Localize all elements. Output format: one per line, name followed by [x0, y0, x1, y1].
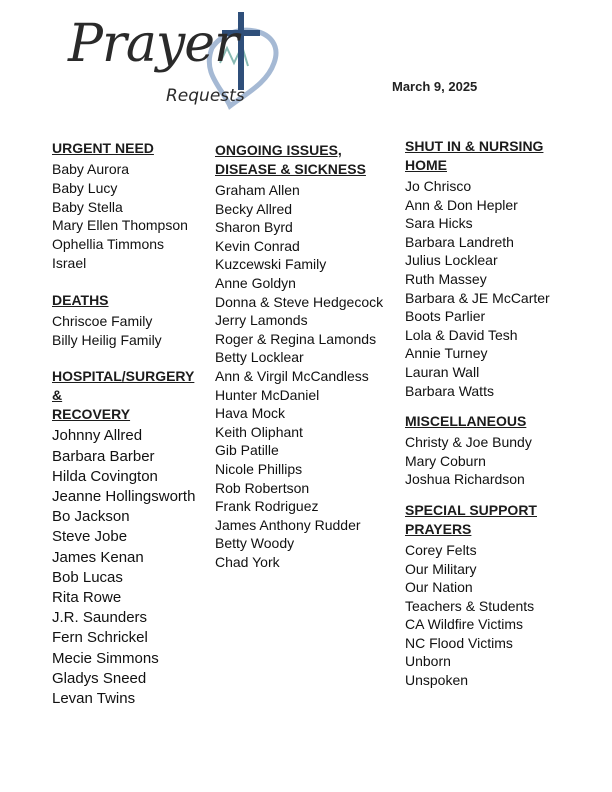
prayer-list-item: Rob Robertson — [215, 479, 310, 496]
prayer-list-item: Graham Allen — [215, 182, 300, 198]
prayer-list-item: Our Military — [405, 560, 477, 577]
prayer-list-item: Teachers & Students — [405, 597, 535, 614]
column-right — [405, 137, 605, 702]
prayer-list-item: Gladys Sneed — [52, 669, 147, 687]
logo-title: Prayer — [68, 14, 238, 74]
prayer-list-item: Billy Heilig Family — [52, 331, 162, 348]
prayer-list-item: Israel — [52, 254, 87, 271]
prayer-list-item: Lola & David Tesh — [405, 326, 518, 343]
prayer-list-item: Betty Woody — [215, 535, 295, 552]
section-heading: MISCELLANEOUS — [405, 413, 527, 430]
prayer-list-item: Kuzcewski Family — [215, 256, 327, 273]
section-deaths — [52, 291, 208, 350]
prayer-list-item: Annie Turney — [405, 345, 488, 362]
column-left — [52, 139, 208, 727]
prayer-list-item: Frank Rodriguez — [215, 498, 319, 515]
prayer-list-item: Gib Patille — [215, 442, 279, 459]
prayer-list-item: Unspoken — [405, 672, 469, 689]
prayer-list-item: Hilda Covington — [52, 467, 158, 485]
prayer-list-item: Nicole Phillips — [215, 460, 303, 477]
section-heading: HOSPITAL/SURGERY & RECOVERY — [52, 368, 195, 423]
prayer-list-item: Joshua Richardson — [405, 471, 525, 488]
section-ongoing-issues — [215, 141, 401, 571]
prayer-list-item: Corey Felts — [405, 541, 477, 558]
prayer-list-item: Betty Locklear — [215, 349, 304, 366]
prayer-requests-logo — [62, 8, 292, 126]
prayer-list-item: Mary Ellen Thompson — [52, 217, 188, 234]
prayer-list-item: NC Flood Victims — [405, 634, 513, 651]
section-hospital-surgery-recovery — [52, 367, 208, 709]
prayer-list-item: Jerry Lamonds — [215, 312, 308, 329]
prayer-list-item: Ann & Don Hepler — [405, 196, 518, 213]
prayer-list-item: Hunter McDaniel — [215, 386, 320, 403]
section-urgent-need — [52, 139, 208, 273]
prayer-list-item: Boots Parlier — [405, 308, 486, 325]
prayer-list-item: Donna & Steve Hedgecock — [215, 293, 384, 310]
section-heading: ONGOING ISSUES, DISEASE & SICKNESS — [215, 142, 366, 177]
prayer-list-item: Bo Jackson — [52, 508, 130, 526]
prayer-list-item: Jo Chrisco — [405, 178, 472, 194]
prayer-list-item: Johnny Allred — [52, 427, 143, 445]
prayer-list-item: Barbara & JE McCarter — [405, 289, 550, 306]
section-miscellaneous — [405, 412, 605, 489]
prayer-list-item: Fern Schrickel — [52, 629, 148, 647]
prayer-list-item: Ann & Virgil McCandless — [215, 367, 369, 384]
prayer-list-item: CA Wildfire Victims — [405, 616, 523, 633]
prayer-list-item: Baby Aurora — [52, 161, 130, 177]
prayer-list-item: Chad York — [215, 553, 280, 570]
prayer-list-item: Levan Twins — [52, 690, 136, 708]
prayer-list-item: James Kenan — [52, 548, 144, 566]
prayer-list-item: J.R. Saunders — [52, 609, 148, 627]
section-heading: SPECIAL SUPPORT PRAYERS — [405, 501, 537, 537]
prayer-list-item: Rita Rowe — [52, 589, 122, 606]
prayer-list-item: Anne Goldyn — [215, 274, 296, 291]
logo-subtitle: Requests — [166, 86, 245, 106]
prayer-list-item: Kevin Conrad — [215, 237, 300, 254]
section-special-support-prayers — [405, 501, 605, 690]
prayer-list-item: Baby Stella — [52, 198, 123, 215]
prayer-list-item: Chriscoe Family — [52, 312, 153, 329]
prayer-list-item: Mecie Simmons — [52, 649, 159, 667]
prayer-list-item: Jeanne Hollingsworth — [52, 487, 196, 505]
prayer-list-item: Christy & Joe Bundy — [405, 434, 532, 451]
prayer-list-item: James Anthony Rudder — [215, 516, 361, 533]
section-heading: SHUT IN & NURSING HOME — [405, 138, 544, 173]
column-middle — [215, 141, 401, 589]
section-heading: DEATHS — [52, 291, 109, 308]
section-shut-in-nursing-home — [405, 137, 605, 400]
prayer-list-item: Baby Lucy — [52, 179, 118, 196]
prayer-list-item: Sara Hicks — [405, 215, 473, 232]
prayer-list-item: Barbara Barber — [52, 447, 155, 465]
prayer-list-item: Barbara Watts — [405, 382, 494, 399]
prayer-list-item: Lauran Wall — [405, 363, 480, 380]
prayer-list-item: Mary Coburn — [405, 452, 486, 469]
prayer-list-item: Steve Jobe — [52, 528, 128, 546]
prayer-list-item: Keith Oliphant — [215, 423, 303, 440]
prayer-list-item: Becky Allred — [215, 200, 293, 217]
prayer-list-item: Ophellia Timmons — [52, 236, 165, 253]
prayer-list-item: Roger & Regina Lamonds — [215, 330, 377, 347]
prayer-list-item: Hava Mock — [215, 405, 286, 422]
prayer-list-item: Bob Lucas — [52, 568, 123, 586]
prayer-list-item: Sharon Byrd — [215, 219, 293, 236]
prayer-list-item: Barbara Landreth — [405, 233, 514, 250]
prayer-list-item: Our Nation — [405, 579, 473, 596]
prayer-list-item: Julius Locklear — [405, 252, 498, 269]
section-heading: URGENT NEED — [52, 140, 154, 156]
prayer-list-item: Ruth Massey — [405, 270, 487, 287]
prayer-list-item: Unborn — [405, 653, 451, 670]
bulletin-date: March 9, 2025 — [392, 79, 478, 94]
